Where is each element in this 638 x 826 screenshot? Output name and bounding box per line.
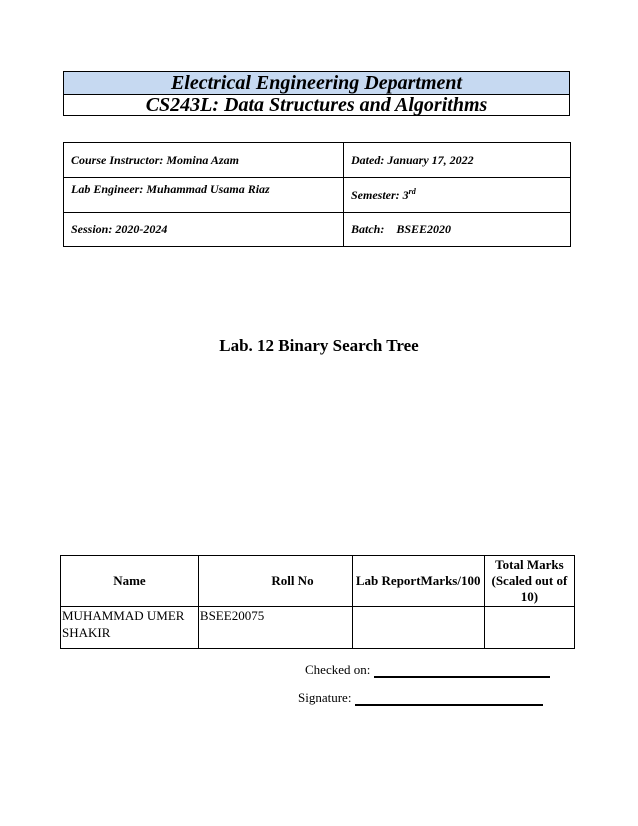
student-name-cell bbox=[61, 607, 199, 649]
course-title: CS243L: Data Structures and Algorithms bbox=[145, 94, 488, 116]
lab-report-marks-cell bbox=[352, 607, 484, 649]
batch-cell: Batch: BSEE2020 bbox=[344, 213, 571, 247]
semester-suffix: rd bbox=[408, 187, 416, 196]
total-marks-cell bbox=[484, 607, 574, 649]
header-total bbox=[484, 556, 574, 607]
header-roll: Roll No bbox=[198, 556, 352, 607]
session-cell: Session: 2020-2024 bbox=[64, 213, 344, 247]
signature-row bbox=[298, 690, 543, 706]
checked-on-line bbox=[374, 664, 550, 678]
header-box bbox=[63, 71, 570, 116]
roll-no-cell: BSEE20075 bbox=[198, 607, 352, 649]
checked-on-label: Checked on: bbox=[305, 662, 371, 677]
header-total-line2: (Scaled out of 10) bbox=[491, 573, 568, 604]
course-info-table bbox=[63, 142, 571, 247]
dated-cell: Dated: January 17, 2022 bbox=[344, 143, 571, 178]
marks-header-row bbox=[61, 556, 575, 607]
header-total-line1: Total Marks bbox=[495, 557, 564, 572]
lab-engineer-text: Lab Engineer: Muhammad Usama Riaz bbox=[71, 181, 270, 196]
instructor-cell: Course Instructor: Momina Azam bbox=[64, 143, 344, 178]
lab-engineer-cell bbox=[64, 178, 344, 213]
header-lab-report: Lab ReportMarks/100 bbox=[352, 556, 484, 607]
student-name-line2: SHAKIR bbox=[62, 625, 111, 640]
marks-table bbox=[60, 555, 575, 649]
lab-title: Lab. 12 Binary Search Tree bbox=[219, 336, 419, 355]
header-name: Name bbox=[61, 556, 199, 607]
signature-line bbox=[355, 692, 543, 706]
checked-on-row bbox=[305, 662, 550, 678]
semester-cell bbox=[344, 178, 571, 213]
student-name-line1: MUHAMMAD UMER bbox=[62, 608, 185, 623]
table-row bbox=[61, 607, 575, 649]
semester-text: Semester: 3 bbox=[351, 188, 409, 202]
signature-label: Signature: bbox=[298, 690, 352, 705]
department-title: Electrical Engineering Department bbox=[64, 72, 569, 95]
